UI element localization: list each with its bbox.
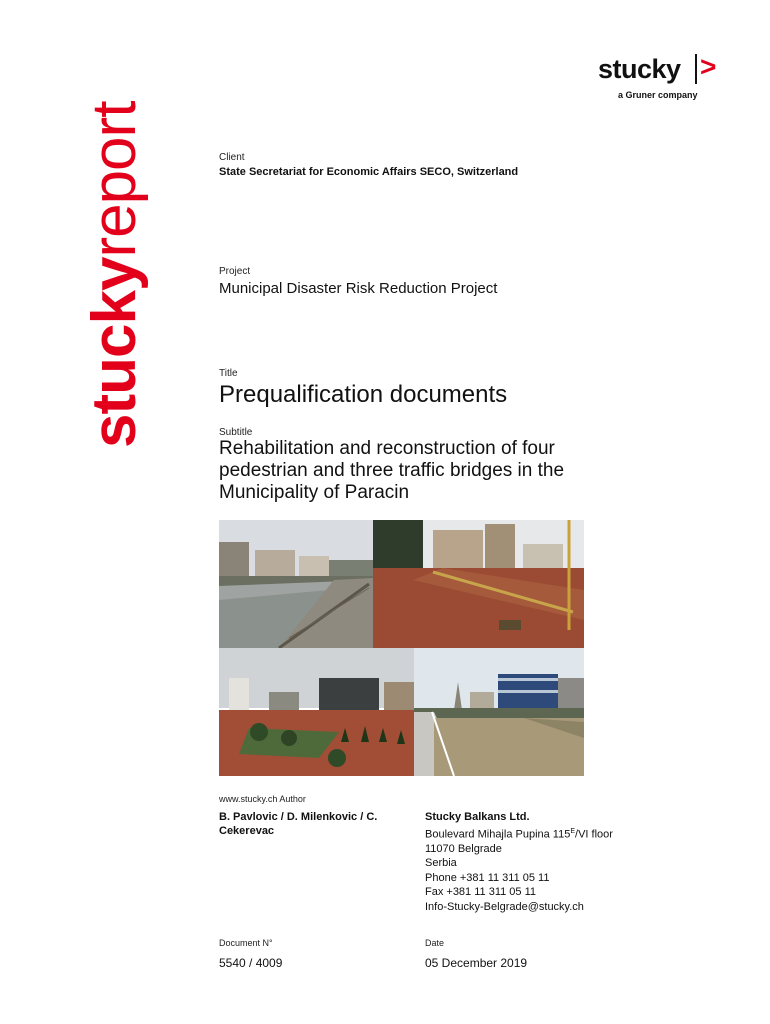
address-street: Boulevard Mihajla Pupina 115 [425, 828, 571, 841]
stucky-logo [598, 50, 726, 106]
company-phone: Phone +381 11 311 05 11 [425, 871, 550, 884]
project-label: Project [219, 266, 251, 277]
company-address-block [425, 810, 613, 914]
page-subtitle: Rehabilitation and reconstruction of four pedestrian and three traffic bridges in the Municipality of Paracin [219, 438, 565, 503]
brand-bold-text: stucky [80, 257, 149, 448]
photo-river-building [414, 648, 584, 776]
website-link[interactable]: www.stucky.ch [219, 794, 278, 804]
title-label: Title [219, 368, 238, 379]
company-address-line2: 11070 Belgrade [425, 842, 502, 855]
company-email[interactable]: Info-Stucky-Belgrade@stucky.ch [425, 900, 584, 913]
photo-flooded-promenade [373, 520, 584, 648]
document-number: 5540 / 4009 [219, 956, 283, 970]
photo-river-railing [219, 520, 373, 648]
brand-light-text: report [80, 101, 149, 258]
document-label: Document N° [219, 938, 273, 948]
address-sup: E [570, 827, 576, 835]
bridge-photo-collage [219, 520, 584, 776]
logo-divider [695, 54, 697, 84]
subtitle-label: Subtitle [219, 427, 253, 438]
author-value: B. Pavlovic / D. Milenkovic / C. Cekerevac [219, 811, 378, 837]
author-label: Author [279, 794, 306, 804]
address-floor: /VI floor [575, 828, 613, 841]
company-fax: Fax +381 11 311 05 11 [425, 886, 537, 899]
company-country: Serbia [425, 857, 457, 870]
logo-wordmark: stucky [598, 54, 681, 84]
project-value: Municipal Disaster Risk Reduction Project [219, 280, 498, 297]
stuckyreport-vertical-brand [80, 101, 149, 448]
client-label: Client [219, 152, 245, 163]
photo-flooded-park [219, 648, 414, 776]
company-address-line1 [425, 825, 613, 842]
client-value: State Secretariat for Economic Affairs SECO, Switzerland [219, 166, 519, 178]
website-author-line [219, 794, 306, 804]
logo-tagline: a Gruner company [618, 90, 698, 100]
document-date: 05 December 2019 [425, 956, 528, 970]
date-label: Date [425, 938, 445, 948]
page-title: Prequalification documents [219, 381, 508, 408]
logo-arrow-icon: > [700, 51, 717, 82]
company-name: Stucky Balkans Ltd. [425, 811, 530, 823]
